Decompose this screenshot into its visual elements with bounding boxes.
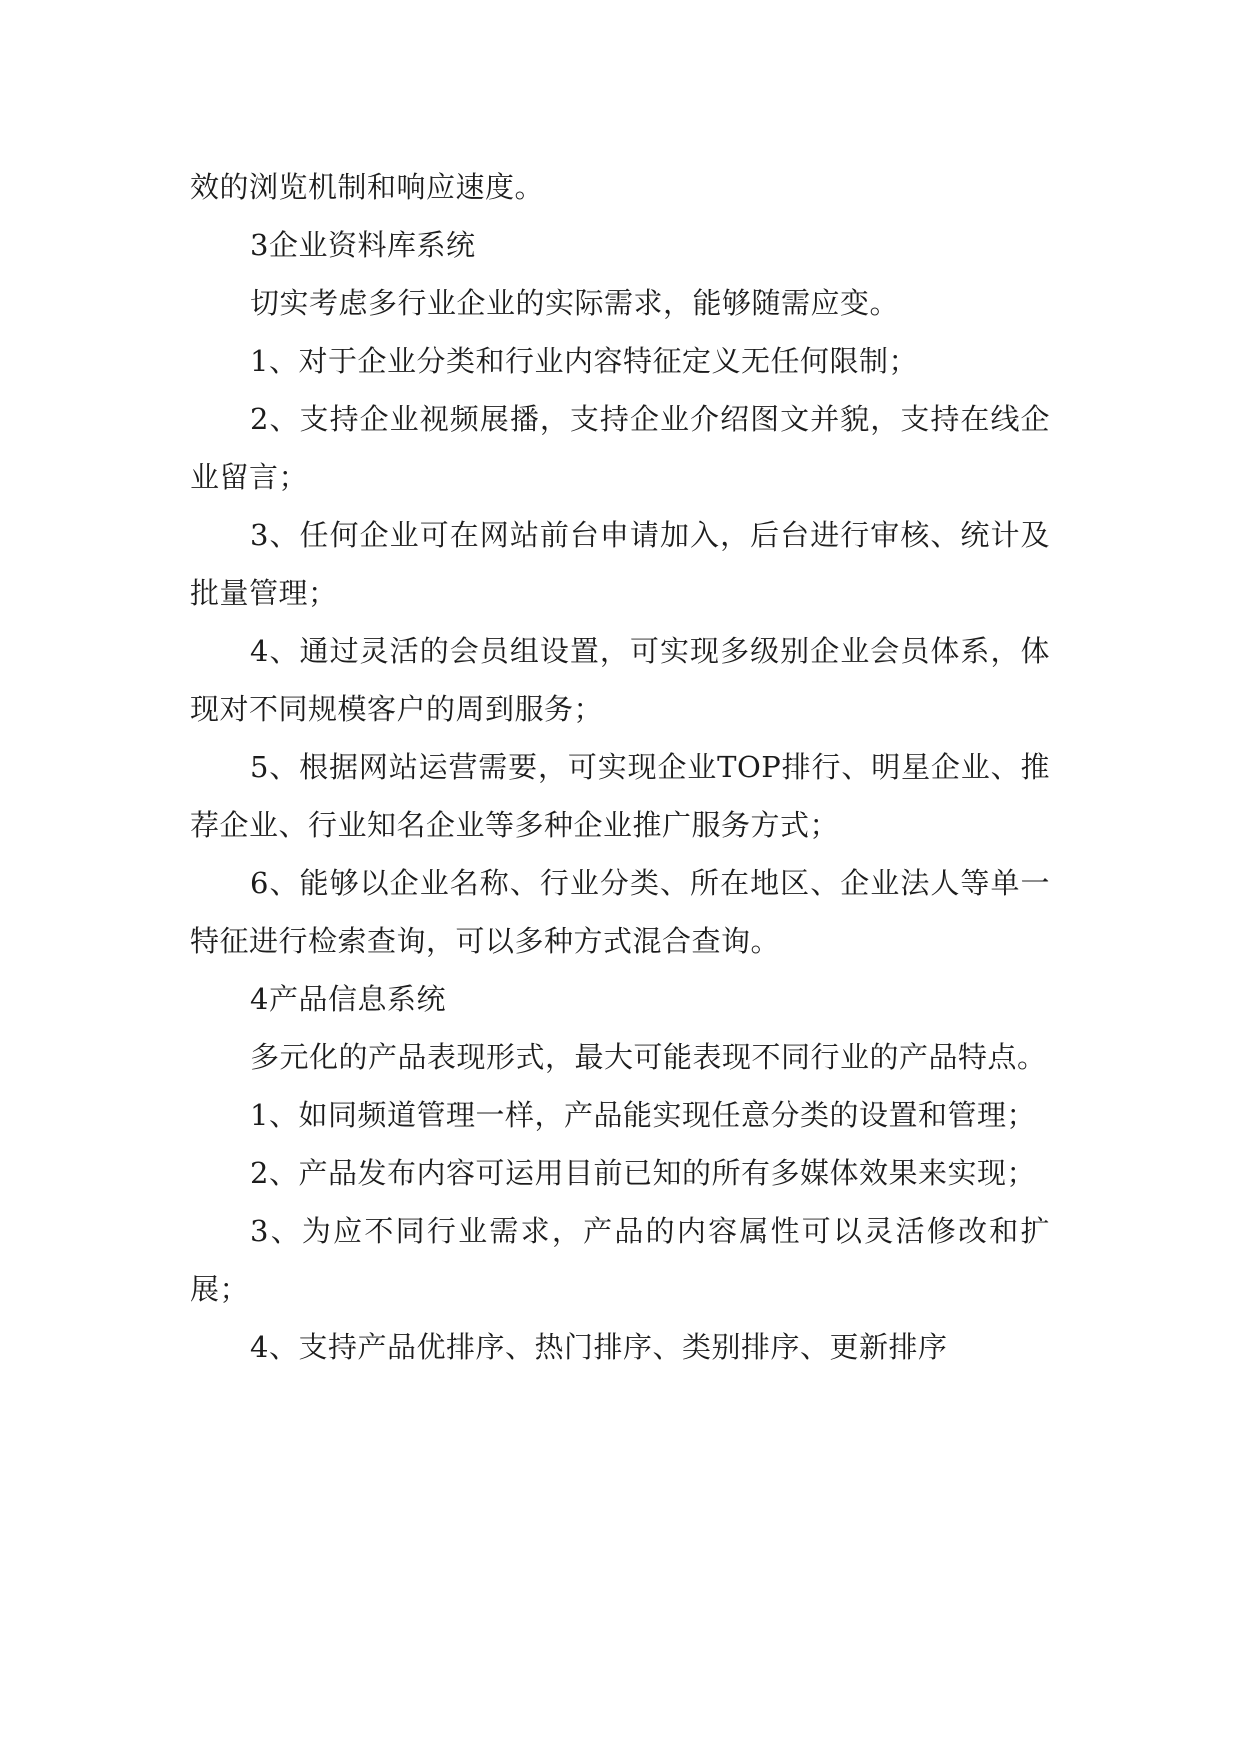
list-item: 5、根据网站运营需要，可实现企业TOP排行、明星企业、推荐企业、行业知名企业等多种企业推广服务方式；: [190, 750, 1050, 842]
paragraph-intro: 切实考虑多行业企业的实际需求，能够随需应变。: [250, 286, 900, 320]
section-heading-enterprise-database: 3企业资料库系统: [250, 228, 476, 262]
list-item: 4、支持产品优排序、热门排序、类别排序、更新排序: [250, 1330, 948, 1364]
list-item: 4、通过灵活的会员组设置，可实现多级别企业会员体系，体现对不同规模客户的周到服务；: [190, 634, 1050, 726]
list-item: 2、产品发布内容可运用目前已知的所有多媒体效果来实现；: [250, 1156, 1036, 1190]
document-body: [190, 158, 1050, 1376]
list-item: 3、任何企业可在网站前台申请加入，后台进行审核、统计及批量管理；: [190, 518, 1050, 610]
paragraph-continuation: 效的浏览机制和响应速度。: [190, 170, 545, 204]
list-item: 1、对于企业分类和行业内容特征定义无任何限制；: [250, 344, 918, 378]
paragraph-intro: 多元化的产品表现形式，最大可能表现不同行业的产品特点。: [250, 1040, 1047, 1074]
list-item: 3、为应不同行业需求，产品的内容属性可以灵活修改和扩展；: [190, 1214, 1050, 1306]
list-item: 2、支持企业视频展播，支持企业介绍图文并貌，支持在线企业留言；: [190, 402, 1050, 494]
section-heading-product-info: 4产品信息系统: [250, 982, 446, 1016]
list-item: 1、如同频道管理一样，产品能实现任意分类的设置和管理；: [250, 1098, 1036, 1132]
list-item: 6、能够以企业名称、行业分类、所在地区、企业法人等单一特征进行检索查询，可以多种方式混合查询。: [190, 866, 1050, 958]
